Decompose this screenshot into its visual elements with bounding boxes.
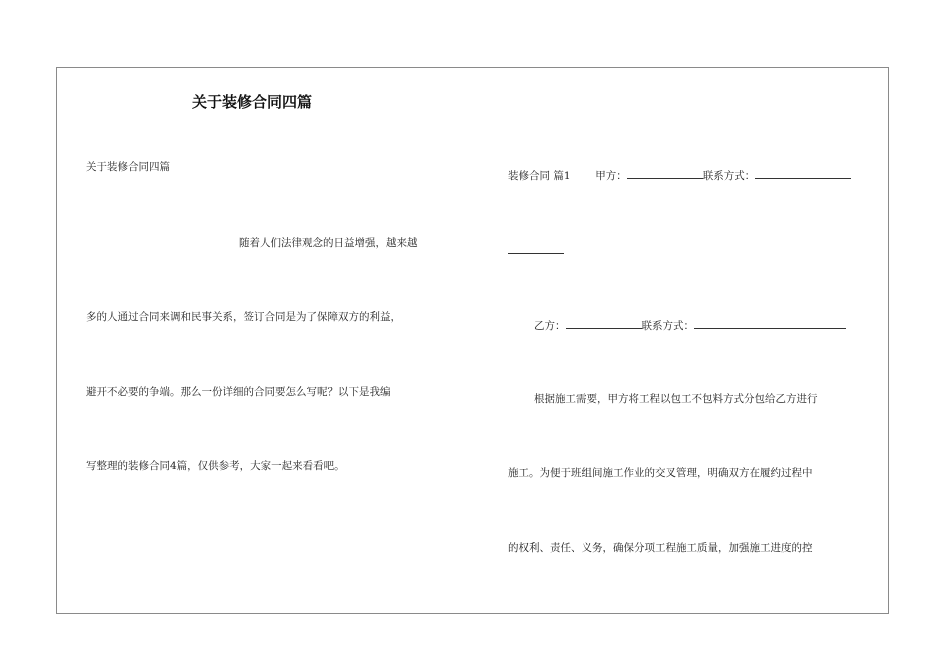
party-a-label: 甲方：	[595, 170, 627, 182]
body-line-3: 的权利、责任、义务，确保分项工程施工质量，加强施工进度的控	[508, 542, 813, 554]
party-b-line	[534, 318, 846, 333]
party-b-blank	[566, 318, 642, 329]
party-a-contact-blank-continued	[508, 243, 564, 258]
party-b-contact-label: 联系方式：	[641, 320, 694, 332]
document-title: 关于装修合同四篇	[192, 93, 313, 111]
page-frame	[56, 67, 889, 614]
intro-line-3: 避开不必要的争端。那么一份详细的合同要怎么写呢？以下是我编	[86, 386, 391, 398]
party-b-label: 乙方：	[534, 320, 566, 332]
party-b-contact-blank	[694, 318, 846, 329]
intro-line-1: 随着人们法律观念的日益增强，越来越	[239, 237, 418, 249]
body-line-1: 根据施工需要，甲方将工程以包工不包料方式分包给乙方进行	[534, 393, 818, 405]
party-a-line	[508, 168, 851, 183]
body-line-2: 施工。为便于班组间施工作业的交叉管理，明确双方在履约过程中	[508, 467, 813, 479]
party-a-contact-label: 联系方式：	[702, 170, 756, 182]
party-a-blank	[627, 168, 703, 179]
party-a-contact-blank	[755, 168, 851, 179]
intro-line-4: 写整理的装修合同4篇，仅供参考，大家一起来看看吧。	[86, 460, 345, 472]
contract-label: 装修合同 篇1	[508, 170, 571, 182]
intro-line-2: 多的人通过合同来调和民事关系，签订合同是为了保障双方的利益，	[86, 311, 401, 323]
left-heading: 关于装修合同四篇	[86, 161, 170, 173]
